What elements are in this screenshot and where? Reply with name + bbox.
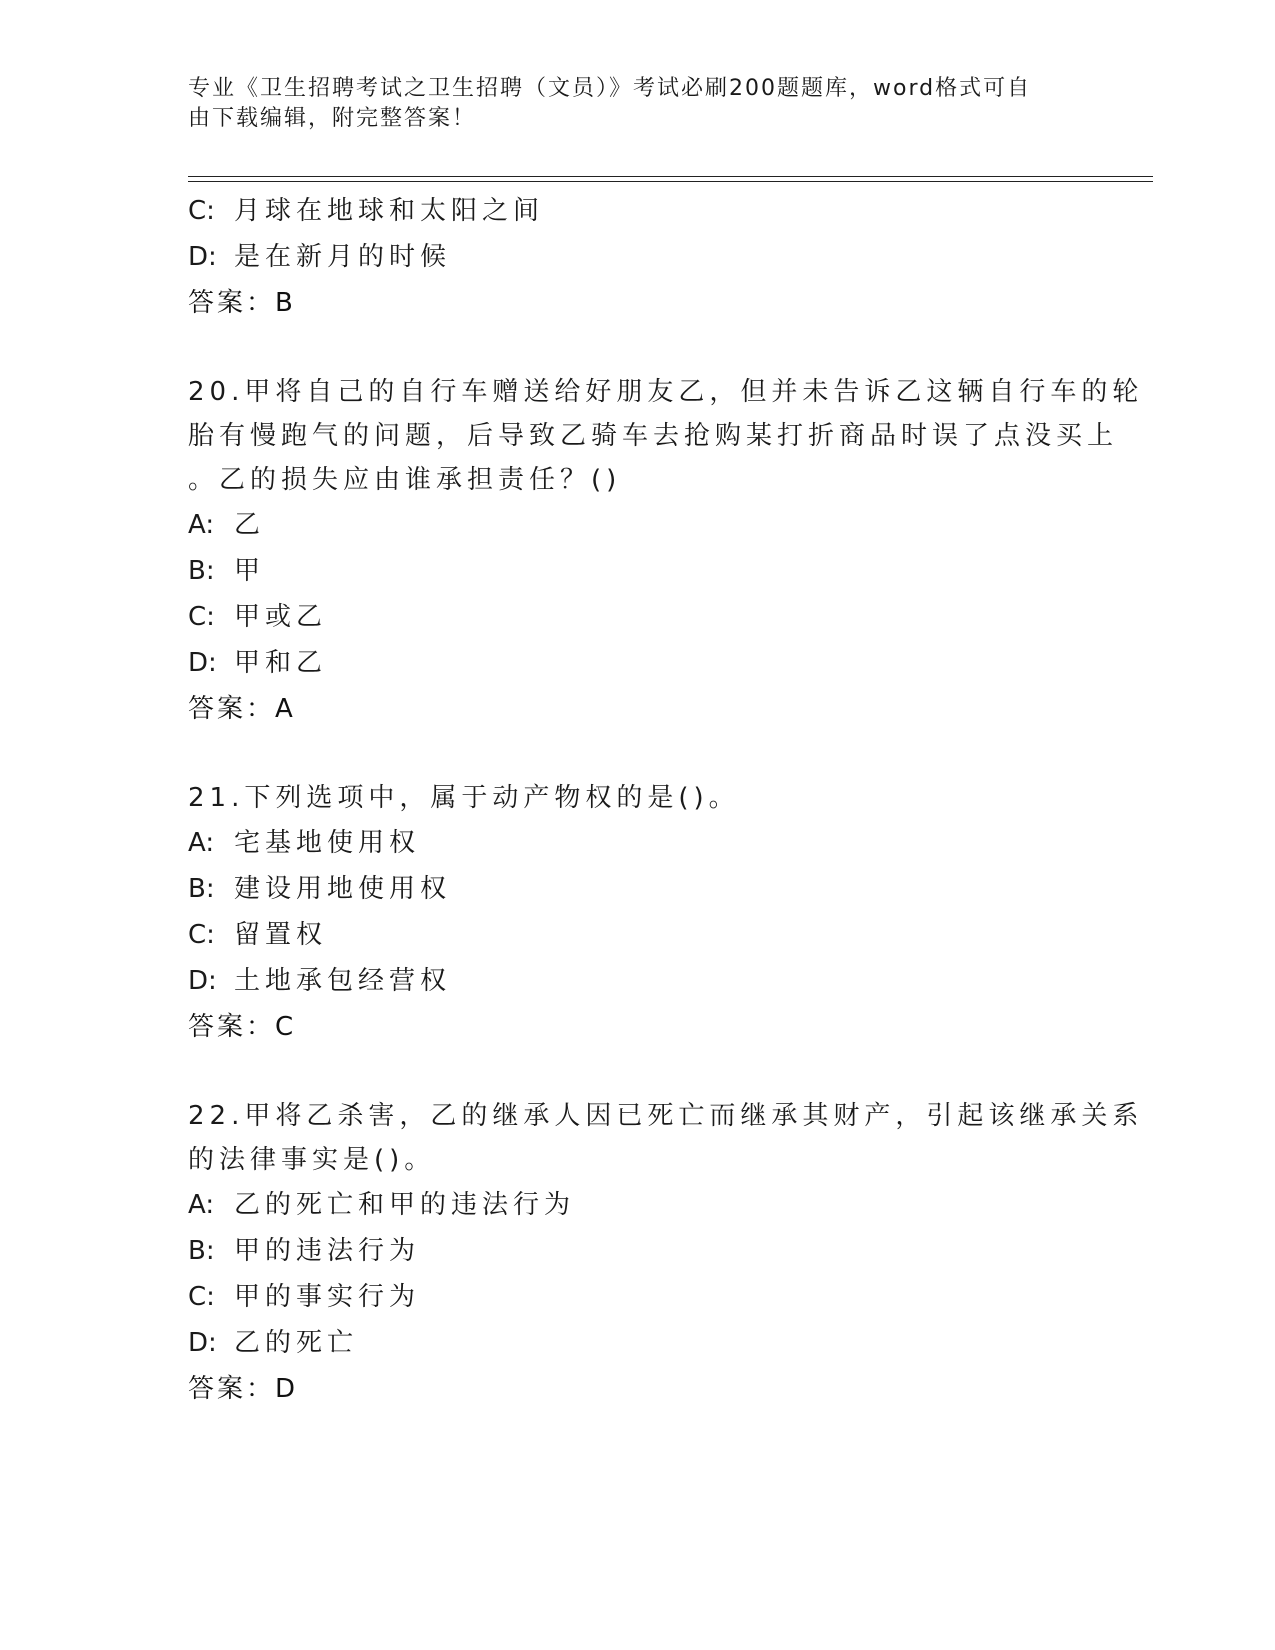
option-letter: B: [188, 874, 215, 904]
option-letter: C: [188, 920, 215, 950]
option-text: 是在新月的时候 [234, 242, 452, 272]
option-letter: D: [188, 1328, 217, 1358]
question-stem-line: 21.下列选项中，属于动产物权的是()。 [188, 783, 740, 813]
option-letter: B: [188, 556, 215, 586]
option-a [188, 820, 1088, 866]
option-b [188, 548, 1088, 594]
answer-line: 答案：C [188, 1012, 297, 1042]
option-letter: D: [188, 242, 217, 272]
option-text: 乙的死亡 [234, 1328, 359, 1358]
question-21 [188, 776, 1088, 1050]
option-text: 乙 [234, 510, 266, 540]
header-line-1: 专业《卫生招聘考试之卫生招聘（文员）》考试必刷200题题库，word格式可自 [188, 76, 1032, 101]
option-text: 月球在地球和太阳之间 [234, 196, 545, 226]
header-divider-bottom [188, 181, 1153, 182]
document-header [188, 74, 1068, 134]
question-20 [188, 370, 1144, 732]
answer-line: 答案：D [188, 1374, 299, 1404]
option-d [188, 234, 1088, 280]
header-line-2: 由下载编辑，附完整答案！ [188, 106, 477, 131]
option-text: 宅基地使用权 [234, 828, 421, 858]
option-a [188, 1182, 1088, 1228]
option-b [188, 866, 1088, 912]
option-d [188, 1320, 1088, 1366]
question-list [188, 188, 1144, 1412]
option-d [188, 640, 1088, 686]
option-text: 甲和乙 [234, 648, 328, 678]
question-stem-line: 。乙的损失应由谁承担责任？() [188, 465, 622, 495]
option-text: 甲 [234, 556, 266, 586]
option-letter: D: [188, 966, 217, 996]
option-text: 留置权 [234, 920, 328, 950]
option-text: 甲的违法行为 [234, 1236, 421, 1266]
question-22 [188, 1094, 1144, 1412]
option-c [188, 594, 1088, 640]
option-a [188, 502, 1088, 548]
option-letter: B: [188, 1236, 215, 1266]
answer-line: 答案：B [188, 288, 296, 318]
option-letter: C: [188, 1282, 215, 1312]
question-stem-line: 22.甲将乙杀害，乙的继承人因已死亡而继承其财产，引起该继承关系 [188, 1101, 1144, 1131]
option-b [188, 1228, 1088, 1274]
header-divider-top [188, 176, 1153, 177]
option-d [188, 958, 1088, 1004]
question-stem-line: 的法律事实是()。 [188, 1145, 436, 1175]
question-stem-line: 胎有慢跑气的问题，后导致乙骑车去抢购某打折商品时误了点没买上 [188, 421, 1119, 451]
option-c [188, 912, 1088, 958]
option-letter: C: [188, 602, 215, 632]
option-text: 土地承包经营权 [234, 966, 452, 996]
question-stem-line: 20.甲将自己的自行车赠送给好朋友乙，但并未告诉乙这辆自行车的轮 [188, 377, 1144, 407]
option-c [188, 188, 1088, 234]
option-text: 甲或乙 [234, 602, 328, 632]
option-text: 乙的死亡和甲的违法行为 [234, 1190, 576, 1220]
option-letter: A: [188, 510, 215, 540]
option-text: 建设用地使用权 [234, 874, 452, 904]
answer-line: 答案：A [188, 694, 296, 724]
option-text: 甲的事实行为 [234, 1282, 421, 1312]
option-letter: A: [188, 1190, 215, 1220]
option-c [188, 1274, 1088, 1320]
option-letter: A: [188, 828, 215, 858]
option-letter: C: [188, 196, 215, 226]
option-letter: D: [188, 648, 217, 678]
